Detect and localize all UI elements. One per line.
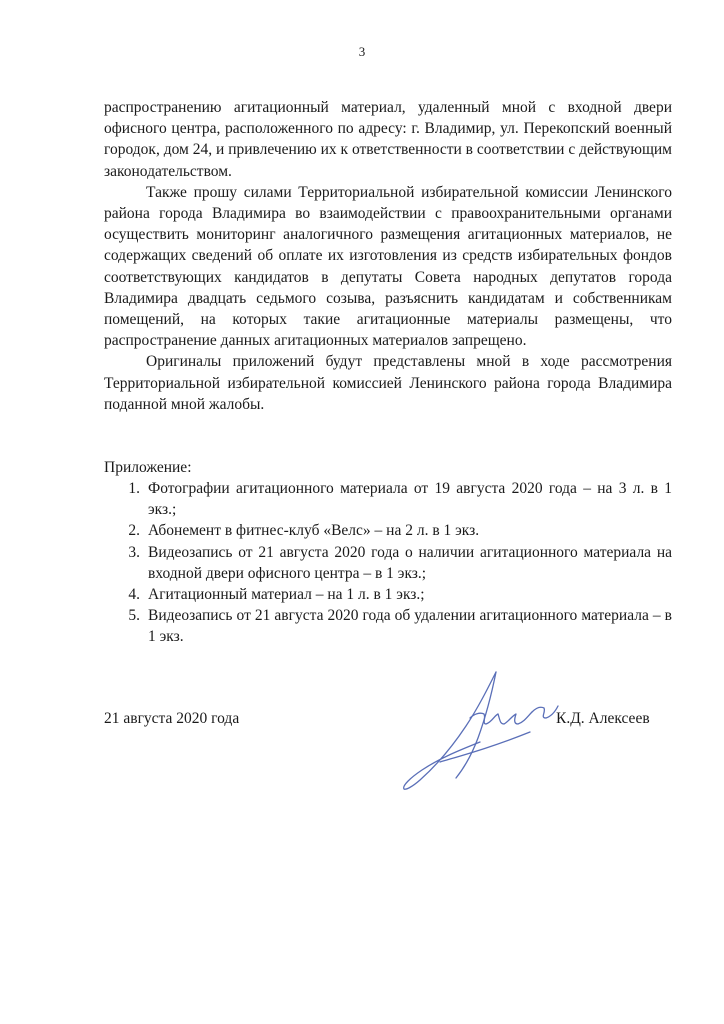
- attachment-item: [104, 584, 672, 605]
- attachment-text: Агитационный материал – на 1 л. в 1 экз.;: [148, 586, 425, 604]
- attachments-list: [104, 478, 672, 648]
- attachment-item: [104, 605, 672, 647]
- attachment-item: [104, 520, 672, 541]
- attachment-number: 4.: [128, 586, 140, 604]
- signature-date: 21 августа 2020 года: [104, 710, 240, 727]
- paragraph-request: Также прошу силами Территориальной избирательной комиссии Ленинского района города Владимира во взаимодействии с правоохранительными органами осуществить мониторинг аналогичного размещения агитационных материалов, не содержащих сведений об оплате их изготовления из средств избирательных фондов соответствующих кандидатов в депутаты Совета народных депутатов города Владимира двадцать седьмого созыва, разъяснить кандидатам и собственникам помещений, на которых такие агитационные материалы размещены, что распространение данных агитационных материалов запрещено.: [104, 183, 672, 350]
- attachment-number: 3.: [128, 543, 140, 561]
- page-number: 3: [358, 44, 366, 59]
- handwritten-signature: [400, 668, 560, 798]
- attachment-number: 5.: [128, 607, 140, 625]
- attachment-text: Абонемент в фитнес-клуб «Велс» – на 2 л. в 1 экз.: [148, 522, 480, 540]
- attachment-text: Видеозапись от 21 августа 2020 года об удалении агитационного материала – в 1 экз.: [148, 607, 672, 646]
- attachment-item: [104, 478, 672, 520]
- signer-name: К.Д. Алексеев: [556, 710, 650, 727]
- paragraph-continuation: распространению агитационный материал, удаленный мной с входной двери офисного центра, расположенного по адресу: г. Владимир, ул. Перекопский военный городок, дом 24, и привлечению их к ответственности в соответствии с действующим законодательством.: [104, 99, 672, 180]
- document-body: [104, 97, 672, 415]
- attachment-text: Фотографии агитационного материала от 19 августа 2020 года – на 3 л. в 1 экз.;: [148, 480, 672, 519]
- attachment-number: 2.: [128, 522, 140, 540]
- attachments-title: Приложение:: [104, 459, 192, 476]
- paragraph-originals: Оригиналы приложений будут представлены мной в ходе рассмотрения Территориальной избирательной комиссией Ленинского района города Владимира поданной мной жалобы.: [104, 353, 672, 413]
- attachment-item: [104, 542, 672, 584]
- attachment-number: 1.: [128, 480, 140, 497]
- attachment-text: Видеозапись от 21 августа 2020 года о наличии агитационного материала на входной двери офисного центра – в 1 экз.;: [148, 543, 672, 582]
